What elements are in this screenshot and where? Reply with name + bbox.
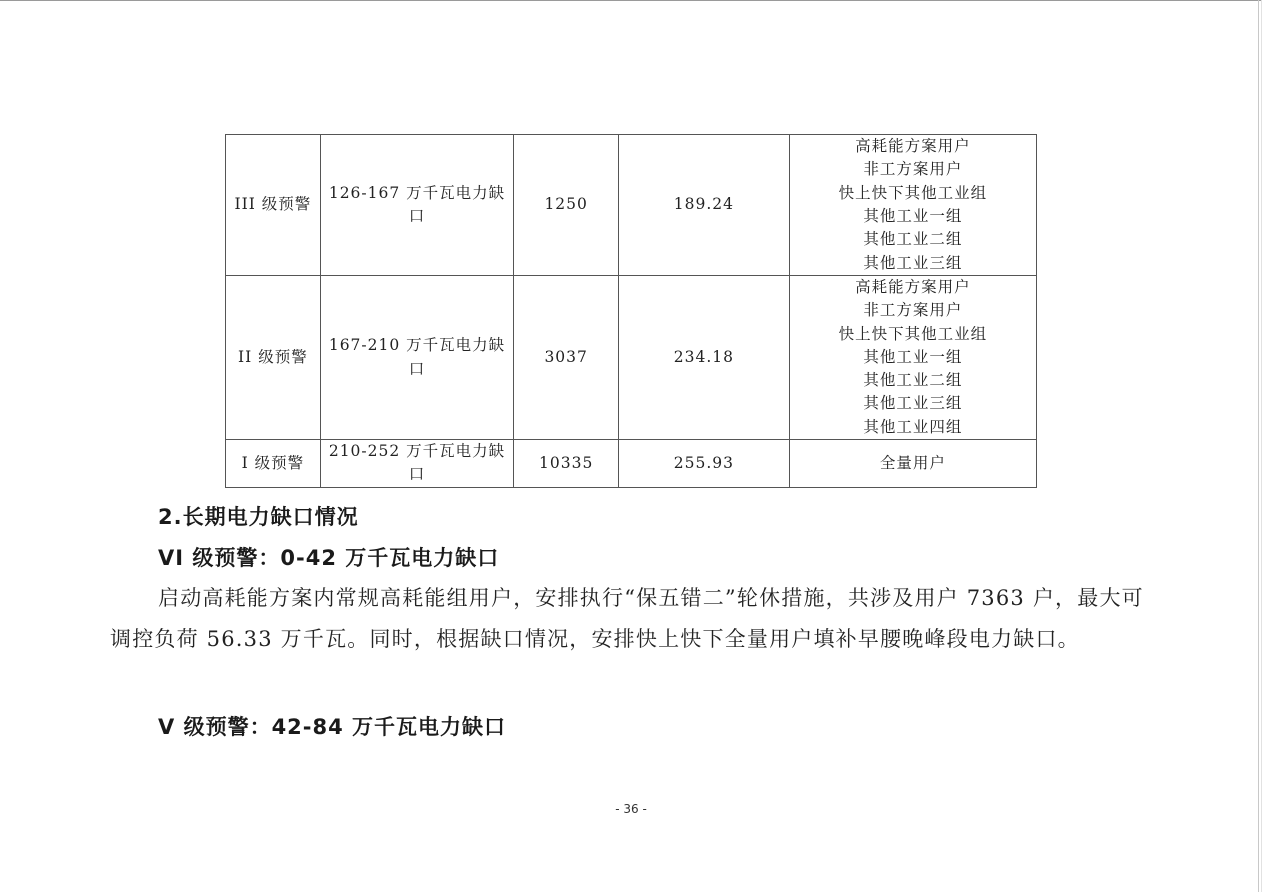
table-row xyxy=(226,440,1037,488)
page-right-border xyxy=(1258,0,1259,892)
user-group: 其他工业四组 xyxy=(863,417,963,436)
table-row xyxy=(226,135,1037,276)
user-groups-cell xyxy=(789,276,1036,440)
load-cell: 234.18 xyxy=(619,276,790,440)
page-top-border xyxy=(0,0,1262,1)
load-cell: 255.93 xyxy=(619,440,790,488)
level5-heading: V 级预警：42-84 万千瓦电力缺口 xyxy=(158,715,507,739)
user-group: 其他工业二组 xyxy=(863,230,963,249)
households-cell: 1250 xyxy=(514,135,619,276)
households-cell: 3037 xyxy=(514,276,619,440)
page-number: - 36 - xyxy=(615,802,647,816)
user-group: 其他工业一组 xyxy=(863,347,963,366)
level-cell: II 级预警 xyxy=(226,276,321,440)
user-group: 快上快下其他工业组 xyxy=(838,183,988,202)
user-group: 快上快下其他工业组 xyxy=(838,324,988,343)
range-cell: 126-167 万千瓦电力缺口 xyxy=(320,135,513,276)
user-group: 其他工业二组 xyxy=(863,371,963,390)
range-cell: 167-210 万千瓦电力缺口 xyxy=(320,276,513,440)
level6-heading: VI 级预警：0-42 万千瓦电力缺口 xyxy=(158,546,500,570)
user-group: 非工方案用户 xyxy=(863,301,963,320)
user-group: 非工方案用户 xyxy=(863,160,963,179)
user-group: 高耗能方案用户 xyxy=(855,137,971,156)
section-title: 2.长期电力缺口情况 xyxy=(158,505,359,529)
user-group: 其他工业三组 xyxy=(863,394,963,413)
user-groups-cell xyxy=(789,440,1036,488)
user-groups-cell xyxy=(789,135,1036,276)
load-cell: 189.24 xyxy=(619,135,790,276)
range-cell: 210-252 万千瓦电力缺口 xyxy=(320,440,513,488)
user-group: 高耗能方案用户 xyxy=(855,278,971,296)
user-group: 其他工业三组 xyxy=(863,253,963,272)
table-row xyxy=(226,276,1037,440)
level6-paragraph: 启动高耗能方案内常规高耗能组用户，安排执行“保五错二”轮休措施，共涉及用户 7363 户，最大可调控负荷 56.33 万千瓦。同时，根据缺口情况，安排快上快下全量用户填补早腰晚峰段电力缺口。 xyxy=(110,586,1144,651)
level-cell: I 级预警 xyxy=(226,440,321,488)
level-cell: III 级预警 xyxy=(226,135,321,276)
households-cell: 10335 xyxy=(514,440,619,488)
user-group: 其他工业一组 xyxy=(863,207,963,225)
user-group: 全量用户 xyxy=(879,453,946,472)
warning-level-table xyxy=(225,134,1037,488)
